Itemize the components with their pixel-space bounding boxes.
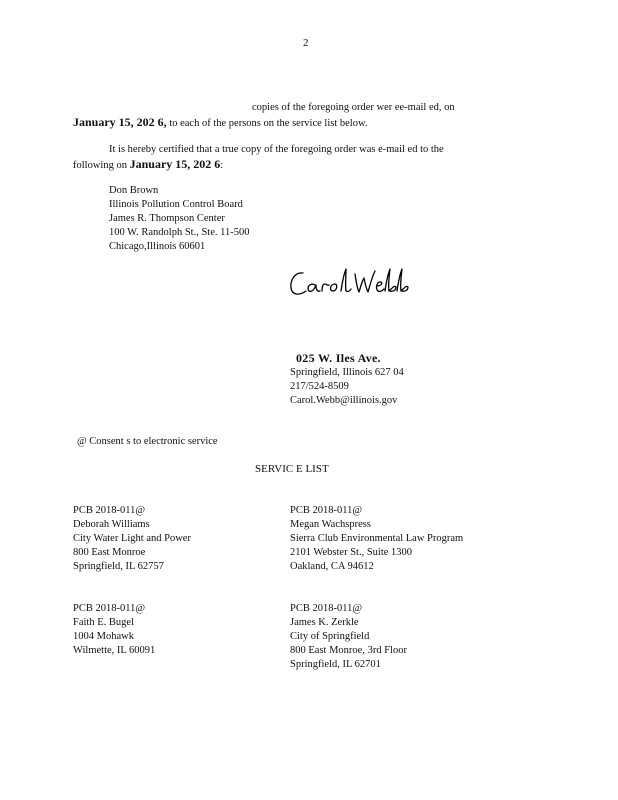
signature bbox=[289, 266, 414, 307]
service-list-title: SERVIC E LIST bbox=[255, 463, 329, 475]
paragraph-2-line-2 bbox=[73, 157, 223, 173]
entry-line: 1004 Mohawk bbox=[73, 631, 134, 642]
sender-line: Springfield, Illinois 627 04 bbox=[290, 367, 404, 378]
entry-line: Megan Wachspress bbox=[290, 519, 371, 530]
signature-image bbox=[289, 266, 414, 302]
entry-line: PCB 2018-011@ bbox=[290, 505, 362, 516]
paragraph-1-line-2 bbox=[73, 115, 368, 131]
service-entry bbox=[73, 602, 155, 658]
paragraph-1-tail: to each of the persons on the service list below. bbox=[166, 118, 368, 129]
entry-line: City Water Light and Power bbox=[73, 533, 191, 544]
recipient-line: James R. Thompson Center bbox=[109, 213, 225, 224]
paragraph-2-end: : bbox=[220, 160, 224, 171]
paragraph-1-line-1: copies of the foregoing order wer ee-mail ed, on bbox=[252, 102, 455, 113]
recipient-line: 100 W. Randolph St., Ste. 11-500 bbox=[109, 227, 250, 238]
sender-line: 217/524-8509 bbox=[290, 381, 349, 392]
sender-street: 025 W. Iles Ave. bbox=[296, 351, 381, 365]
entry-line: PCB 2018-011@ bbox=[73, 603, 145, 614]
recipient-line: Illinois Pollution Control Board bbox=[109, 199, 243, 210]
entry-line: City of Springfield bbox=[290, 631, 370, 642]
recipient-line: Chicago,Illinois 60601 bbox=[109, 241, 206, 252]
service-entry bbox=[73, 504, 191, 574]
sender-address bbox=[290, 366, 404, 408]
entry-line: 800 East Monroe, 3rd Floor bbox=[290, 645, 407, 656]
recipient-address bbox=[109, 184, 250, 254]
service-entry bbox=[290, 602, 407, 672]
entry-line: 2101 Webster St., Suite 1300 bbox=[290, 547, 413, 558]
date-2: January 15, 202 6 bbox=[129, 157, 221, 171]
entry-line: Wilmette, IL 60091 bbox=[73, 645, 156, 656]
paragraph-2-line-1: It is hereby certified that a true copy of the foregoing order was e-mail ed to the bbox=[109, 144, 444, 155]
service-entry bbox=[290, 504, 463, 574]
entry-line: PCB 2018-011@ bbox=[290, 603, 362, 614]
entry-line: James K. Zerkle bbox=[290, 617, 359, 628]
sender-line: Carol.Webb@illinois.gov bbox=[290, 395, 398, 406]
entry-line: Springfield, IL 62757 bbox=[73, 561, 164, 572]
entry-line: Deborah Williams bbox=[73, 519, 150, 530]
entry-line: Faith E. Bugel bbox=[73, 617, 134, 628]
recipient-line: Don Brown bbox=[109, 185, 159, 196]
entry-line: PCB 2018-011@ bbox=[73, 505, 145, 516]
paragraph-2-start: following on bbox=[73, 160, 130, 171]
page-number: 2 bbox=[303, 37, 309, 49]
consent-note: @ Consent s to electronic service bbox=[77, 436, 218, 447]
entry-line: Oakland, CA 94612 bbox=[290, 561, 374, 572]
date-1: January 15, 202 6, bbox=[73, 115, 167, 129]
entry-line: Springfield, IL 62701 bbox=[290, 659, 381, 670]
entry-line: 800 East Monroe bbox=[73, 547, 146, 558]
entry-line: Sierra Club Environmental Law Program bbox=[290, 533, 464, 544]
